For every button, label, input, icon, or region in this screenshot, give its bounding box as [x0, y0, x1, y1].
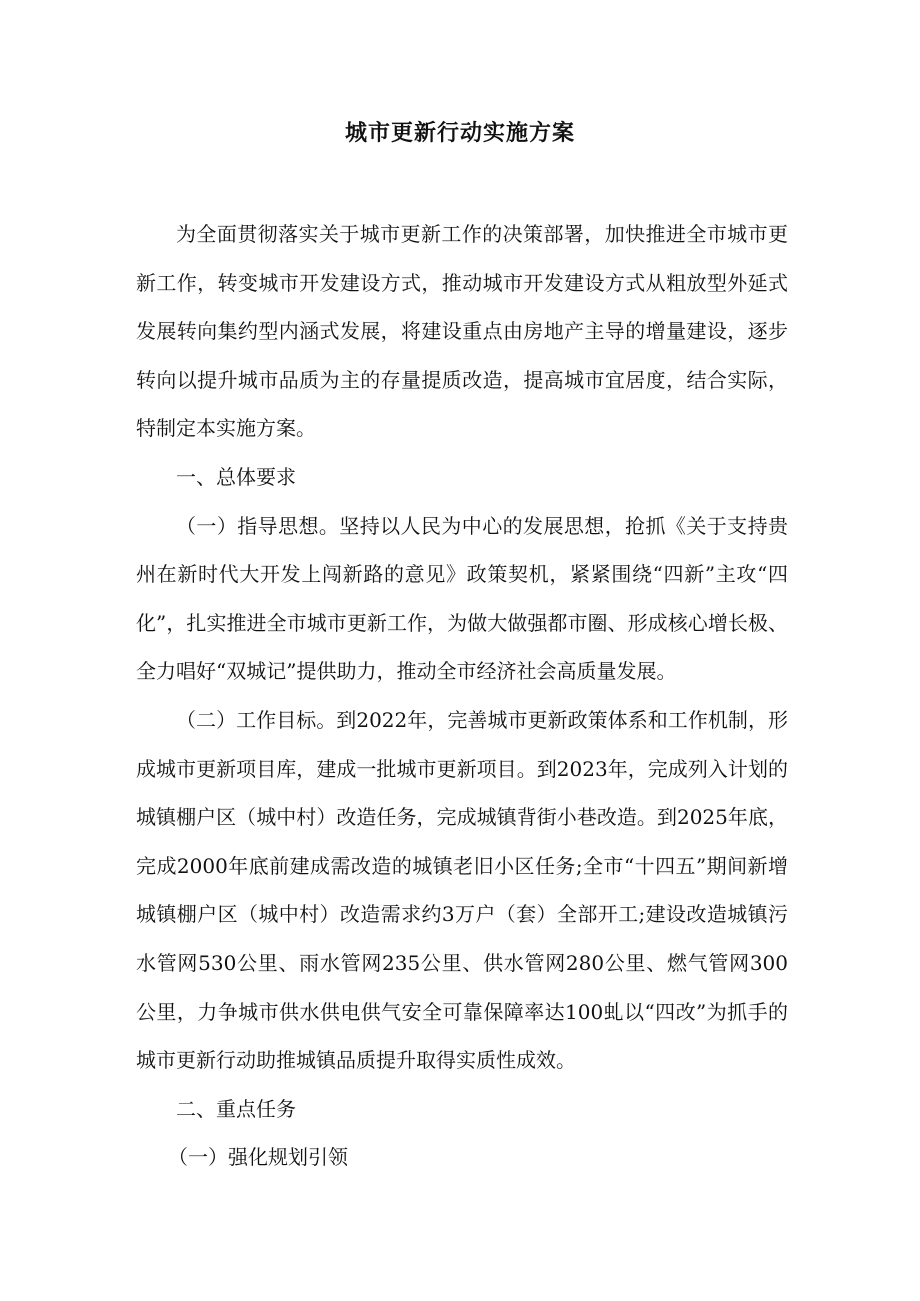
guiding-ideology-paragraph: （一）指导思想。坚持以人民为中心的发展思想，抢抓《关于支持贵州在新时代大开发上闯新路的意见》政策契机，紧紧围绕“四新”主攻“四化”，扎实推进全市城市更新工作，为做大做强都市圈、形成核心增长极、全力唱好“双城记”提供助力，推动全市经济社会高质量发展。 — [136, 513, 788, 684]
section-heading-general-requirements: 一、总体要求 — [176, 464, 296, 489]
document-title: 城市更新行动实施方案 — [344, 121, 575, 146]
section-heading-key-tasks: 二、重点任务 — [176, 1096, 296, 1121]
intro-paragraph: 为全面贯彻落实关于城市更新工作的决策部署，加快推进全市城市更新工作，转变城市开发建设方式，推动城市开发建设方式从粗放型外延式发展转向集约型内涵式发展，将建设重点由房地产主导的增量建设，逐步转向以提升城市品质为主的存量提质改造，提高城市宜居度，结合实际，特制定本实施方案。 — [136, 222, 788, 441]
subsection-heading-planning: （一）强化规划引领 — [168, 1145, 348, 1170]
work-goals-paragraph: （二）工作目标。到2022年，完善城市更新政策体系和工作机制，形成城市更新项目库，建成一批城市更新项目。到2023年，完成列入计划的城镇棚户区（城中村）改造任务，完成城镇背街小巷改造。到2025年底，完成2000年底前建成需改造的城镇老旧小区任务;全市“十四五”期间新增城镇棚户区（城中村）改造需求约3万户（套）全部开工;建设改造城镇污水管网530公里、雨水管网235公里、供水管网280公里、燃气管网300公里，力争城市供水供电供气安全可靠保障率达100虬以“四改”为抓手的城市更新行动助推城镇品质提升取得实质性成效。 — [136, 707, 788, 1073]
document-body — [136, 210, 788, 1182]
